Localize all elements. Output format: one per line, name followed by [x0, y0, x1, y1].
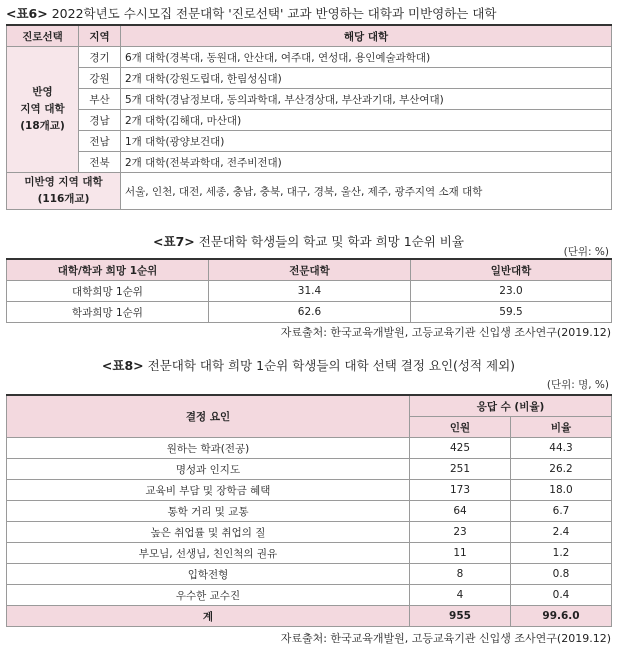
count-cell: 8: [410, 564, 511, 585]
pct-cell: 26.2: [511, 459, 612, 480]
factor-cell: 높은 취업률 및 취업의 질: [7, 522, 410, 543]
count-cell: 251: [410, 459, 511, 480]
table6-caption-number: <표6>: [6, 6, 48, 21]
univ-cell: 5개 대학(경남정보대, 동의과학대, 부산경상대, 부산과기대, 부산여대): [121, 89, 612, 110]
table6-group-reflect: [7, 47, 79, 173]
table7-header-label: 대학/학과 희망 1순위: [7, 259, 209, 281]
factor-cell: 원하는 학과(전공): [7, 438, 410, 459]
pct-cell: 1.2: [511, 543, 612, 564]
region-cell: 경남: [79, 110, 121, 131]
total-pct: 99.6.0: [511, 606, 612, 627]
pct-cell: 6.7: [511, 501, 612, 522]
group-reflect-line2: 지역 대학: [20, 103, 65, 115]
table-row: [7, 480, 612, 501]
table7: [6, 258, 612, 323]
table8-caption-number: <표8>: [101, 358, 144, 373]
table-row: [7, 302, 612, 323]
table8-caption: [0, 356, 617, 374]
table-row: [7, 564, 612, 585]
table8-header-row1: [7, 395, 612, 417]
group-reflect-line3: (18개교): [20, 120, 65, 132]
count-cell: 425: [410, 438, 511, 459]
table6-caption: [6, 4, 617, 22]
table-row: [7, 131, 612, 152]
table8-unit: (단위: 명, %): [546, 379, 609, 391]
table6-caption-text: 2022학년도 수시모집 전문대학 '진로선택' 교과 반영하는 대학과 미반영하는 대학: [47, 6, 497, 21]
table7-header-row: [7, 259, 612, 281]
table7-header-univ: 일반대학: [411, 259, 612, 281]
nonreflect-univ-cell: 서울, 인천, 대전, 세종, 충남, 충북, 대구, 경북, 울산, 제주, 광주지역 소재 대학: [121, 173, 612, 210]
table8-total-row: [7, 606, 612, 627]
factor-cell: 부모님, 선생님, 친인척의 권유: [7, 543, 410, 564]
pct-cell: 44.3: [511, 438, 612, 459]
row-label: 학과희망 1순위: [7, 302, 209, 323]
table6-header-choice: 진로선택: [7, 25, 79, 47]
count-cell: 173: [410, 480, 511, 501]
table-row: [7, 110, 612, 131]
table6-group-nonreflect: [7, 173, 121, 210]
table8-source: 자료출처: 한국교육개발원, 고등교육기관 신입생 조사연구(2019.12): [280, 632, 611, 645]
table7-unit: (단위: %): [563, 246, 609, 258]
univ-cell: 2개 대학(김해대, 마산대): [121, 110, 612, 131]
value-cell: 31.4: [209, 281, 411, 302]
group-nonreflect-line1: 미반영 지역 대학: [24, 176, 103, 188]
table6-header-univ: 해당 대학: [121, 25, 612, 47]
pct-cell: 0.4: [511, 585, 612, 606]
region-cell: 전북: [79, 152, 121, 173]
total-label: 계: [7, 606, 410, 627]
table8-header-factor: 결정 요인: [7, 395, 410, 438]
count-cell: 4: [410, 585, 511, 606]
table8-header-resp: 응답 수 (비율): [410, 395, 612, 417]
table-row: [7, 459, 612, 480]
group-reflect-line1: 반영: [32, 86, 53, 98]
table-row: [7, 501, 612, 522]
table-row: [7, 89, 612, 110]
value-cell: 62.6: [209, 302, 411, 323]
table-row: [7, 438, 612, 459]
region-cell: 강원: [79, 68, 121, 89]
value-cell: 23.0: [411, 281, 612, 302]
region-cell: 부산: [79, 89, 121, 110]
pct-cell: 2.4: [511, 522, 612, 543]
count-cell: 23: [410, 522, 511, 543]
count-cell: 11: [410, 543, 511, 564]
univ-cell: 2개 대학(전북과학대, 전주비전대): [121, 152, 612, 173]
pct-cell: 18.0: [511, 480, 612, 501]
table7-caption: [0, 232, 617, 250]
factor-cell: 입학전형: [7, 564, 410, 585]
univ-cell: 1개 대학(광양보건대): [121, 131, 612, 152]
table7-source: 자료출처: 한국교육개발원, 고등교육기관 신입생 조사연구(2019.12): [280, 326, 611, 339]
region-cell: 전남: [79, 131, 121, 152]
region-cell: 경기: [79, 47, 121, 68]
univ-cell: 2개 대학(강원도립대, 한림성심대): [121, 68, 612, 89]
table7-caption-text: 전문대학 학생들의 학교 및 학과 희망 1순위 비율: [194, 234, 464, 249]
count-cell: 64: [410, 501, 511, 522]
table8-header-count: 인원: [410, 417, 511, 438]
value-cell: 59.5: [411, 302, 612, 323]
table6: [6, 24, 612, 210]
table-row: [7, 173, 612, 210]
table-row: [7, 543, 612, 564]
row-label: 대학희망 1순위: [7, 281, 209, 302]
table-row: [7, 281, 612, 302]
factor-cell: 명성과 인지도: [7, 459, 410, 480]
total-count: 955: [410, 606, 511, 627]
univ-cell: 6개 대학(경복대, 동원대, 안산대, 여주대, 연성대, 용인예술과학대): [121, 47, 612, 68]
table8-caption-text: 전문대학 대학 희망 1순위 학생들의 대학 선택 결정 요인(성적 제외): [143, 358, 516, 373]
table-row: [7, 47, 612, 68]
group-nonreflect-line2: (116개교): [37, 193, 90, 205]
factor-cell: 교육비 부담 및 장학금 혜택: [7, 480, 410, 501]
table-row: [7, 68, 612, 89]
table7-caption-number: <표7>: [153, 234, 195, 249]
table-row: [7, 522, 612, 543]
table-row: [7, 585, 612, 606]
table7-header-college: 전문대학: [209, 259, 411, 281]
table8-header-pct: 비율: [511, 417, 612, 438]
factor-cell: 통학 거리 및 교통: [7, 501, 410, 522]
table6-header-region: 지역: [79, 25, 121, 47]
pct-cell: 0.8: [511, 564, 612, 585]
table-row: [7, 152, 612, 173]
table6-header-row: [7, 25, 612, 47]
table8: [6, 394, 612, 627]
factor-cell: 우수한 교수진: [7, 585, 410, 606]
